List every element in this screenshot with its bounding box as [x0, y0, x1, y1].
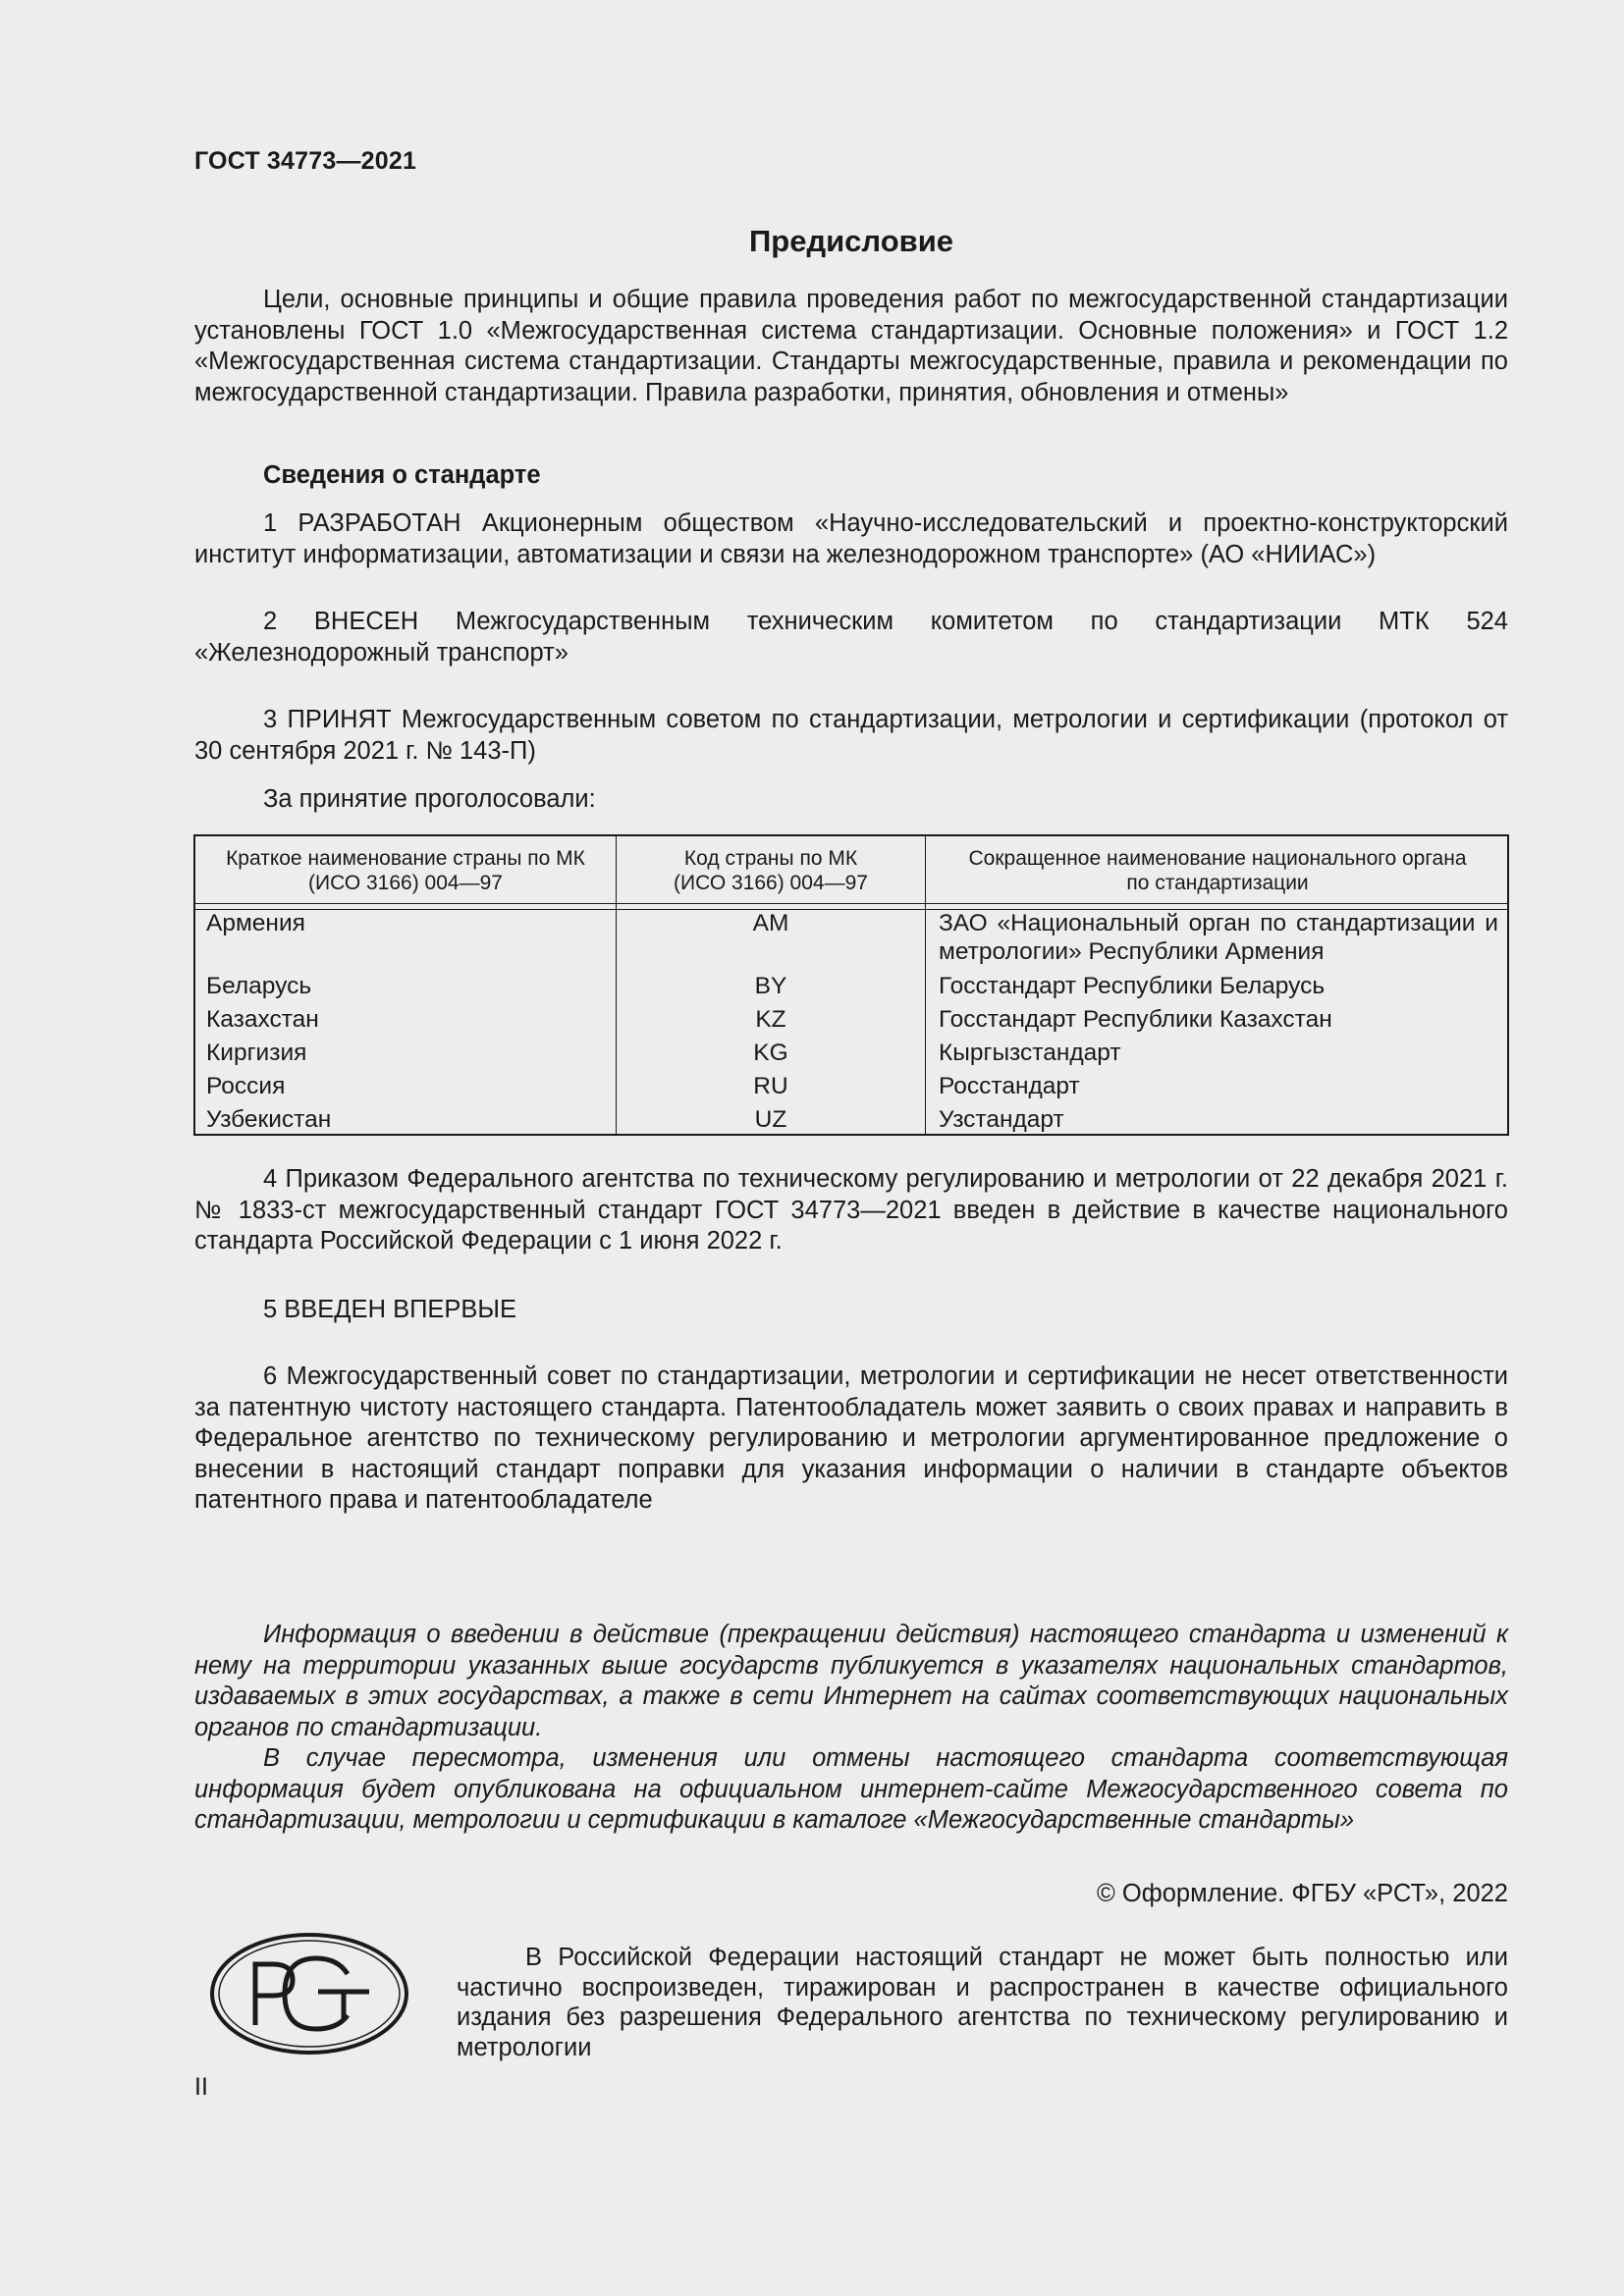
rst-logo	[208, 1931, 410, 2061]
voted-label: За принятие проголосовали:	[263, 785, 596, 813]
table-cell-country: Узбекистан	[206, 1106, 332, 1133]
page-number: II	[194, 2073, 208, 2101]
table-cell-code: KG	[753, 1040, 788, 1066]
document-code: ГОСТ 34773—2021	[194, 147, 417, 175]
table-cell-code: KZ	[755, 1006, 786, 1033]
item-6: 6 Межгосударственный совет по стандартизации, метрологии и сертификации не несет ответственности за патентную чистоту настоящего стандарта. Патентообладатель может заявить о своих правах и направить в Федеральное агентство по техническому регулированию и метрологии аргументированное предложение о внесении в настоящий стандарт поправки для указания информации о наличии в стандарте объектов патентного права и патентообладателе	[194, 1362, 1508, 1514]
table-cell-country: Армения	[206, 910, 305, 936]
table-cell-code: AM	[752, 910, 789, 936]
table-cell-body: Госстандарт Республики Казахстан	[939, 1006, 1332, 1033]
table-cell-code: UZ	[754, 1106, 787, 1133]
table-cell-body: Госстандарт Республики Беларусь	[939, 973, 1326, 999]
reproduction-notice: В Российской Федерации настоящий стандарт не может быть полностью или частично воспроизведен, тиражирован и распространен в качестве официального издания без разрешения Федерального агентства по техническому регулированию и метрологии	[457, 1944, 1508, 2061]
item-5: 5 ВВЕДЕН ВПЕРВЫЕ	[263, 1296, 517, 1323]
header-code: Код страны по МК (ИСО 3166) 004—97	[674, 847, 868, 894]
table-cell-body: Росстандарт	[939, 1073, 1080, 1099]
item-4: 4 Приказом Федерального агентства по техническому регулированию и метрологии от 22 декабря 2021 г. № 1833-ст межгосударственный стандарт ГОСТ 34773—2021 введен в действие в качестве национального стандарта Российской Федерации с 1 июня 2022 г.	[194, 1165, 1508, 1255]
table-cell-country: Казахстан	[206, 1006, 319, 1033]
intro-paragraph: Цели, основные принципы и общие правила проведения работ по межгосударственной стандартизации установлены ГОСТ 1.0 «Межгосударственная система стандартизации. Основные положения» и ГОСТ 1.2 «Межгосударственная система стандартизации. Стандарты межгосударственные, правила и рекомендации по межгосударственной стандартизации. Правила разработки, принятия, обновления и отмены»	[194, 286, 1508, 406]
notice-paragraph-2: В случае пересмотра, изменения или отмены настоящего стандарта соответствующая информация будет опубликована на официальном интернет-сайте Межгосударственного совета по стандартизации, метрологии и сертификации в каталоге «Межгосударственные стандарты»	[194, 1744, 1508, 1834]
table-cell-country: Россия	[206, 1073, 286, 1099]
table-cell-code: RU	[753, 1073, 788, 1099]
table-cell-body: ЗАО «Национальный орган по стандартизации и метрологии» Республики Армения	[939, 910, 1498, 965]
notice-paragraph-1: Информация о введении в действие (прекращении действия) настоящего стандарта и изменений к нему на территории указанных выше государств публикуется в указателях национальных стандартов, издаваемых в этих государствах, а также в сети Интернет на сайтах соответствующих национальных органов по стандартизации.	[194, 1621, 1508, 1741]
table-cell-country: Беларусь	[206, 973, 312, 999]
item-2: 2 ВНЕСЕН Межгосударственным техническим комитетом по стандартизации МТК 524 «Железнодорожный транспорт»	[194, 608, 1508, 667]
item-1: 1 РАЗРАБОТАН Акционерным обществом «Научно-исследовательский и проектно-конструкторский институт информатизации, автоматизации и связи на железнодорожном транспорте» (АО «НИИАС»)	[194, 509, 1508, 568]
page-title: Предисловие	[748, 224, 953, 258]
header-body: Сокращенное наименование национального органа по стандартизации	[968, 847, 1467, 894]
item-3: 3 ПРИНЯТ Межгосударственным советом по стандартизации, метрологии и сертификации (протокол от 30 сентября 2021 г. № 143-П)	[194, 706, 1508, 765]
table-cell-code: BY	[754, 973, 787, 999]
copyright-note: © Оформление. ФГБУ «РСТ», 2022	[1097, 1880, 1508, 1907]
table-cell-body: Кыргызстандарт	[939, 1040, 1121, 1066]
table-cell-country: Киргизия	[206, 1040, 307, 1066]
table-cell-body: Узстандарт	[939, 1106, 1064, 1133]
voting-table	[193, 834, 1509, 1136]
header-country: Краткое наименование страны по МК (ИСО 3166) 004—97	[226, 847, 585, 894]
info-heading: Сведения о стандарте	[263, 461, 541, 489]
